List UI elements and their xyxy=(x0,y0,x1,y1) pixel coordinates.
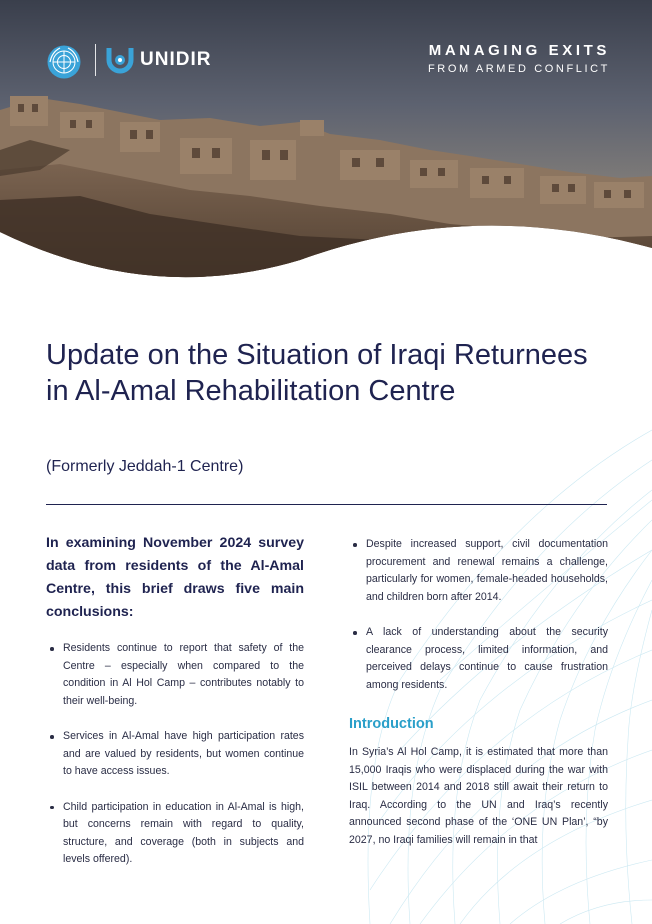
introduction-heading: Introduction xyxy=(349,716,434,732)
conclusions-list-left xyxy=(46,640,304,869)
unidir-wordmark: UNIDIR xyxy=(140,49,212,70)
list-item-text: Services in Al-Amal have high participation rates and are valued by residents, but women continue to have access issues. xyxy=(63,730,304,777)
left-column xyxy=(46,532,304,887)
bullet-dot-icon xyxy=(353,543,357,547)
list-item xyxy=(349,624,608,694)
introduction-text: In Syria’s Al Hol Camp, it is estimated that more than 15,000 Iraqis who were displaced during the war with ISIL between 2014 and 2018 still await their return to Iraq. According to the UN and Iraq’s recently announced second phase of the ‘ONE UN Plan’, “by 2027, no Iraqi families will remain in that xyxy=(349,746,608,846)
list-item xyxy=(349,536,608,606)
conclusions-list-right xyxy=(349,536,608,694)
title-divider xyxy=(46,504,607,505)
unidir-logo-icon xyxy=(105,44,135,76)
series-title-line2: FROM ARMED CONFLICT xyxy=(427,63,610,75)
list-item-text: A lack of understanding about the security clearance process, limited information, and perceived delays continue to cause frustration among residents. xyxy=(366,626,608,691)
lead-paragraph: In examining November 2024 survey data from residents of the Al-Amal Centre, this brief draws five main conclusions: xyxy=(46,535,304,620)
bullet-dot-icon xyxy=(50,735,54,739)
bullet-dot-icon xyxy=(50,806,54,810)
list-item-text: Despite increased support, civil documentation procurement and renewal remains a challenge, particularly for women, female-headed households, and children born after 2014. xyxy=(366,538,608,603)
list-item-text: Residents continue to report that safety of the Centre – especially when compared to the condition in Al Hol Camp – contributes notably to their well-being. xyxy=(63,642,304,707)
series-title xyxy=(428,42,610,75)
list-item xyxy=(46,640,304,710)
page-title: Update on the Situation of Iraqi Returnees in Al-Amal Rehabilitation Centre xyxy=(46,339,588,407)
un-emblem-icon xyxy=(46,44,82,80)
bullet-dot-icon xyxy=(50,647,54,651)
logo-divider xyxy=(95,44,96,76)
list-item-text: Child participation in education in Al-Amal is high, but concerns remain with regard to quality, structure, and coverage (both in subjects and levels offered). xyxy=(63,800,304,865)
list-item xyxy=(46,728,304,781)
list-item xyxy=(46,799,304,869)
right-column xyxy=(349,536,608,849)
bullet-dot-icon xyxy=(353,631,357,635)
page-subtitle: (Formerly Jeddah-1 Centre) xyxy=(46,458,244,475)
series-title-line1: MANAGING EXITS xyxy=(428,42,610,59)
